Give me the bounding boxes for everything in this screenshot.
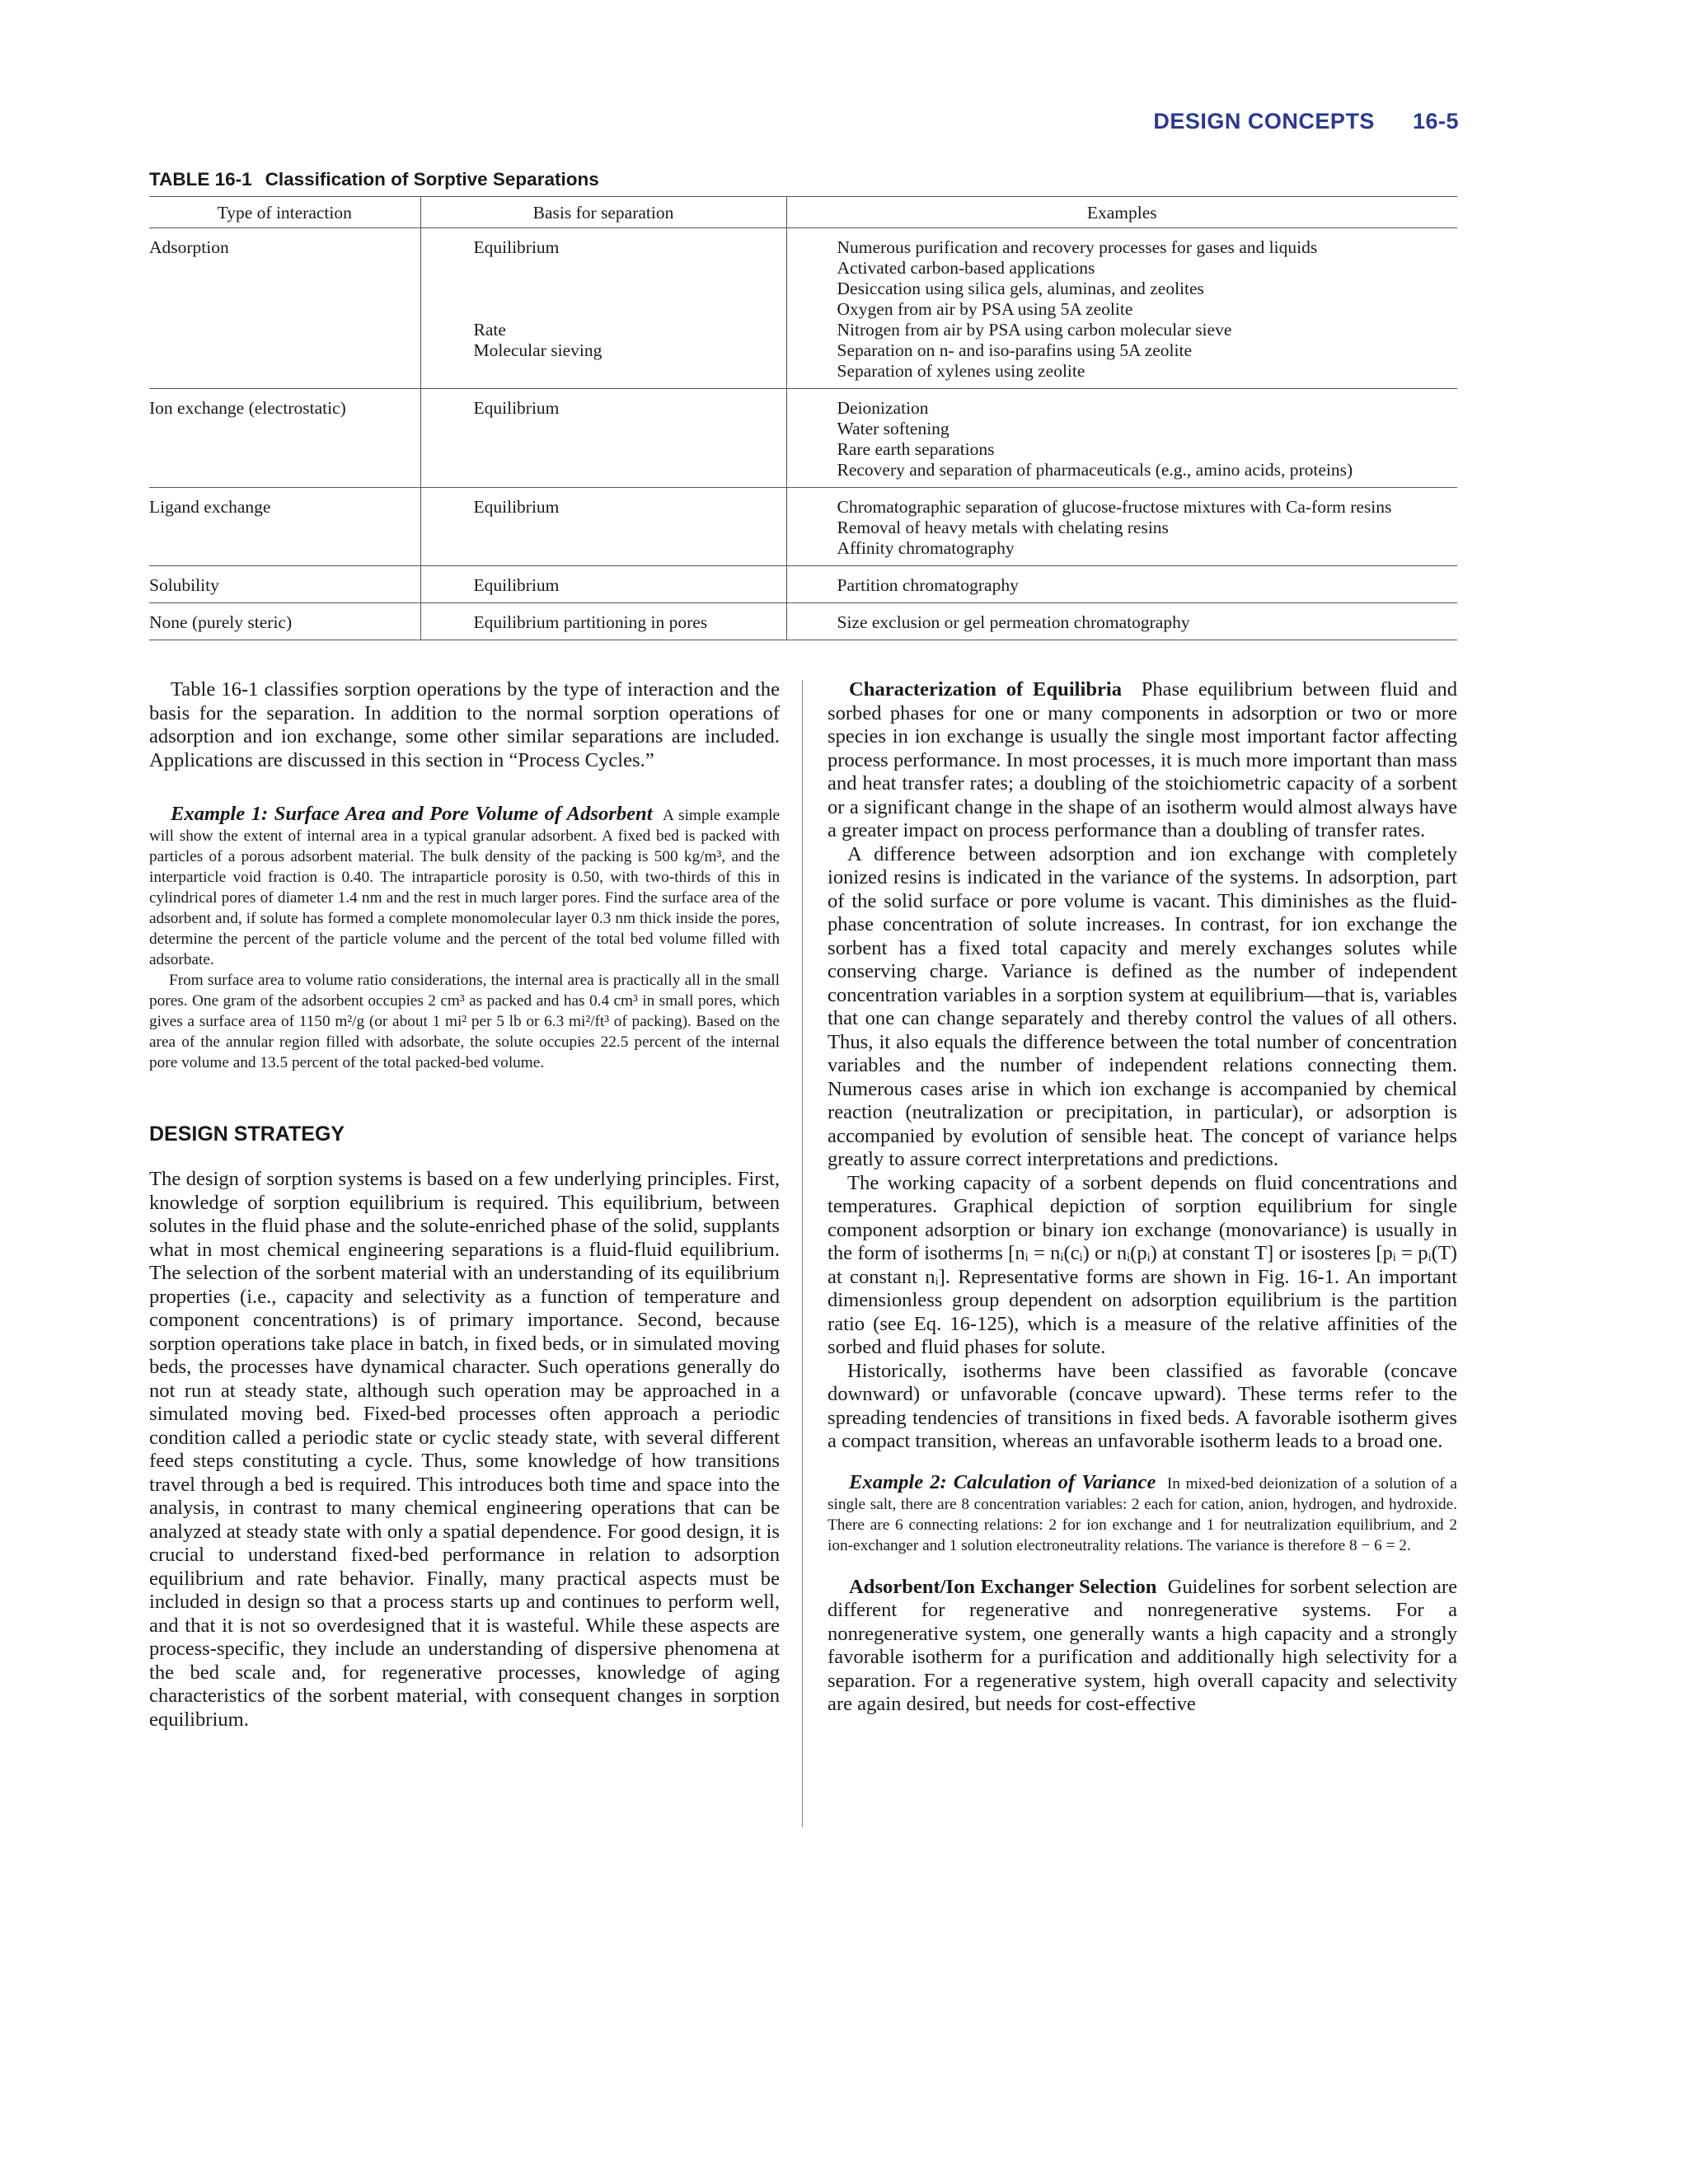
cell-line (474, 361, 786, 382)
cell-line: Partition chromatography (837, 575, 1019, 595)
cell-line: Nitrogen from air by PSA using carbon molecular sieve (837, 320, 1232, 340)
characterization-paragraph (828, 678, 1457, 843)
type-cell (149, 228, 420, 389)
column-divider (802, 680, 803, 1827)
basis-cell (420, 228, 786, 389)
example-2 (828, 1472, 1457, 1556)
type-cell (149, 389, 420, 488)
cell-text: Adsorption (149, 237, 229, 257)
cell-line: Numerous purification and recovery processes for gases and liquids (837, 237, 1318, 257)
page-number: 16-5 (1412, 109, 1459, 134)
cell-line: Desiccation using silica gels, aluminas, and zeolites (837, 279, 1204, 298)
example-1-text: A simple example will show the extent of internal area in a typical granular adsorbent. A fixed bed is packed with particles of a porous adsorbent material. The bulk density of the packing is 500 kg/m³, and the interparticle void fraction is 0.40. The intraparticle porosity is 0.50, with two-thirds of this in cylindrical pores of diameter 1.4 nm and the rest in much larger pores. Find the surface area of the adsorbent and, if solute has formed a complete monomolecular layer 0.3 nm thick inside the pores, determine the percent of the particle volume and the percent of the total bed volume filled with adsorbate. (149, 807, 781, 968)
cell-line (474, 279, 786, 299)
table-row (149, 228, 1457, 389)
historical-paragraph: Historically, isotherms have been classified as favorable (concave downward) or unfavorable (concave upward). These terms refer to the spreading tendencies of transitions in fixed beds. A favorable isotherm gives a compact transition, whereas an unfavorable isotherm leads to a broad one. (828, 1359, 1457, 1452)
basis-cell (420, 603, 786, 640)
cell-line: Rate (473, 320, 506, 340)
type-cell (149, 603, 420, 640)
cell-text: None (purely steric) (149, 612, 293, 632)
cell-line: Equilibrium (473, 575, 560, 595)
sorption-classification-table (149, 196, 1457, 640)
design-strategy-paragraph: The design of sorption systems is based on a few underlying principles. First, knowledge of sorption equilibrium is required. This equilibrium, between solutes in the fluid phase and the solute-enriched phase of the solid, supplants what in most chemical engineering separations is a fluid-fluid equilibrium. The selection of the sorbent material with an understanding of its equilibrium properties (i.e., capacity and selectivity as a function of temperature and component concentrations) is of primary importance. Second, because sorption operations take place in batch, in fixed beds, or in simulated moving beds, the processes have dynamical character. Such operations generally do not run at steady state, although such operation may be approached in a simulated moving bed. Fixed-bed processes often approach a periodic condition called a periodic state or cyclic steady state, with several different feed steps constituting a cycle. Thus, some knowledge of how transitions travel through a bed is required. This introduces both time and space into the analysis, in contrast to many chemical engineering operations that can be analyzed at steady state with only a spatial dependence. For good design, it is crucial to understand fixed-bed performance in relation to adsorption equilibrium and rate behavior. Finally, many practical aspects must be included in design so that a process starts up and continues to perform well, and that it is not so overdesigned that it is wasteful. While these aspects are process-specific, they include an understanding of dispersive phenomena at the bed scale and, for regenerative processes, knowledge of aging characteristics of the sorbent material, with consequent changes in sorption equilibrium. (149, 1168, 780, 1731)
cell-line: Equilibrium (473, 497, 560, 517)
selection-title: Adsorbent/Ion Exchanger Selection (849, 1575, 1157, 1598)
right-column (828, 678, 1457, 1717)
cell-line (474, 258, 786, 279)
examples-cell (786, 566, 1457, 603)
column-header: Examples (786, 197, 1457, 228)
cell-line: Oxygen from air by PSA using 5A zeolite (837, 299, 1133, 319)
variance-paragraph: A difference between adsorption and ion exchange with completely ionized resins is indicated in the variance of the systems. In adsorption, part of the solid surface or pore volume is vacant. This diminishes as the fluid-phase concentration of solute increases. In contrast, for ion exchange the sorbent has a fixed total capacity and merely exchanges solutes while conserving charge. Variance is defined as the number of independent concentration variables in a sorption system at equilibrium—that is, variables that one can change separately and thereby control the values of all others. Thus, it also equals the difference between the total number of concentration variables and the number of independent relations connecting them. Numerous cases arise in which ion exchange is accompanied by chemical reaction (neutralization or precipitation, in particular), or adsorption is accompanied by evolution of sensible heat. The concept of variance helps greatly to assure correct interpretations and predictions. (828, 842, 1457, 1170)
working-capacity-paragraph: The working capacity of a sorbent depends on fluid concentrations and temperatures. Graphical depiction of sorption equilibrium for single component adsorption or binary ion exchange (monovariance) is usually in the form of isotherms [nᵢ = nᵢ(cᵢ) or nᵢ(pᵢ) at constant T] or isosteres [pᵢ = pᵢ(T) at constant nᵢ]. Representative forms are shown in Fig. 16-1. An important dimensionless group dependent on adsorption equilibrium is the partition ratio (see Eq. 16-125), which is a measure of the relative affinities of the sorbed and fluid phases for solute. (828, 1171, 1457, 1358)
cell-line: Recovery and separation of pharmaceuticals (e.g., amino acids, proteins) (837, 460, 1353, 480)
type-cell (149, 488, 420, 566)
column-header: Type of interaction (149, 197, 420, 228)
table-header-row (149, 197, 1457, 228)
cell-line: Affinity chromatography (837, 538, 1015, 558)
table-number: TABLE 16-1 (149, 169, 252, 190)
cell-line: Rare earth separations (837, 439, 995, 459)
basis-cell (420, 566, 786, 603)
section-heading: DESIGN STRATEGY (149, 1122, 345, 1146)
table-row (149, 603, 1457, 640)
selection-text: Guidelines for sorbent selection are different for regenerative and nonregenerative systems. For a nonregenerative system, one generally wants a high capacity and a strongly favorable isotherm for a purification and additionally high selectivity for a separation. For a regenerative system, high overall capacity and selectivity are again desired, but needs for cost-effective (828, 1575, 1457, 1715)
table-title: Classification of Sorptive Separations (265, 169, 599, 190)
cell-line: Equilibrium (473, 237, 560, 257)
cell-text: Solubility (149, 575, 219, 595)
cell-line: Equilibrium (473, 398, 560, 418)
cell-line: Separation on n- and iso-parafins using 5A zeolite (837, 340, 1192, 360)
cell-line: Molecular sieving (473, 340, 603, 360)
examples-cell (786, 389, 1457, 488)
cell-line: Separation of xylenes using zeolite (837, 361, 1085, 381)
left-column (149, 678, 780, 1732)
cell-line (474, 299, 786, 320)
example-1-solution: From surface area to volume ratio considerations, the internal area is practically all in the small pores. One gram of the adsorbent occupies 2 cm³ as packed and has 0.4 cm³ in small pores, which gives a surface area of 1150 m²/g (or about 1 mi² per 5 lb or 6.3 mi²/ft³ of packing). Based on the area of the annular region filled with adsorbate, the solute occupies 22.5 percent of the internal pore volume and 13.5 percent of the total packed-bed volume. (149, 972, 780, 1071)
example-1 (149, 804, 780, 970)
table-body (149, 228, 1457, 640)
cell-line: Activated carbon-based applications (837, 258, 1095, 278)
cell-line: Chromatographic separation of glucose-fructose mixtures with Ca-form resins (837, 497, 1392, 517)
cell-line: Removal of heavy metals with chelating resins (837, 518, 1169, 537)
example-2-text: In mixed-bed deionization of a solution of a single salt, there are 8 concentration variables: 2 each for cation, anion, hydrogen, and hydroxide. There are 6 connecting relations: 2 for ion exchange and 1 for neutralization equilibrium, and 2 ion-exchanger and 1 solution electroneutrality relations. The variance is therefore 8 − 6 = 2. (828, 1474, 1457, 1554)
cell-line: Water softening (837, 419, 950, 438)
cell-text: Ligand exchange (149, 497, 271, 517)
type-cell (149, 566, 420, 603)
basis-cell (420, 488, 786, 566)
examples-cell (786, 603, 1457, 640)
example-2-title: Example 2: Calculation of Variance (849, 1470, 1156, 1493)
section-title: DESIGN CONCEPTS (1153, 109, 1375, 134)
column-header: Basis for separation (420, 197, 786, 228)
table-caption (149, 169, 599, 190)
intro-paragraph: Table 16-1 classifies sorption operations by the type of interaction and the basis for the separation. In addition to the normal sorption operations of adsorption and ion exchange, some other similar separations are included. Applications are discussed in this section in “Process Cycles.” (149, 678, 780, 771)
examples-cell (786, 228, 1457, 389)
table-row (149, 389, 1457, 488)
basis-cell (420, 389, 786, 488)
selection-paragraph (828, 1576, 1457, 1717)
cell-text: Ion exchange (electrostatic) (149, 398, 346, 418)
cell-line: Deionization (837, 398, 929, 418)
cell-line: Equilibrium partitioning in pores (473, 612, 708, 632)
characterization-text: Phase equilibrium between fluid and sorbed phases for one or many components in adsorption or two or more species in ion exchange is usually the single most important factor affecting process performance. In most processes, it is much more important than mass and heat transfer rates; a doubling of the stoichiometric capacity of a sorbent or a significant change in the shape of an isotherm would almost always have a greater impact on process performance than a doubling of transfer rates. (828, 678, 1457, 841)
cell-line: Size exclusion or gel permeation chromatography (837, 612, 1190, 632)
example-1-title: Example 1: Surface Area and Pore Volume of Adsorbent (171, 803, 653, 825)
running-header (1153, 109, 1459, 134)
characterization-title: Characterization of Equilibria (849, 678, 1123, 701)
examples-cell (786, 488, 1457, 566)
table-row (149, 566, 1457, 603)
table-row (149, 488, 1457, 566)
